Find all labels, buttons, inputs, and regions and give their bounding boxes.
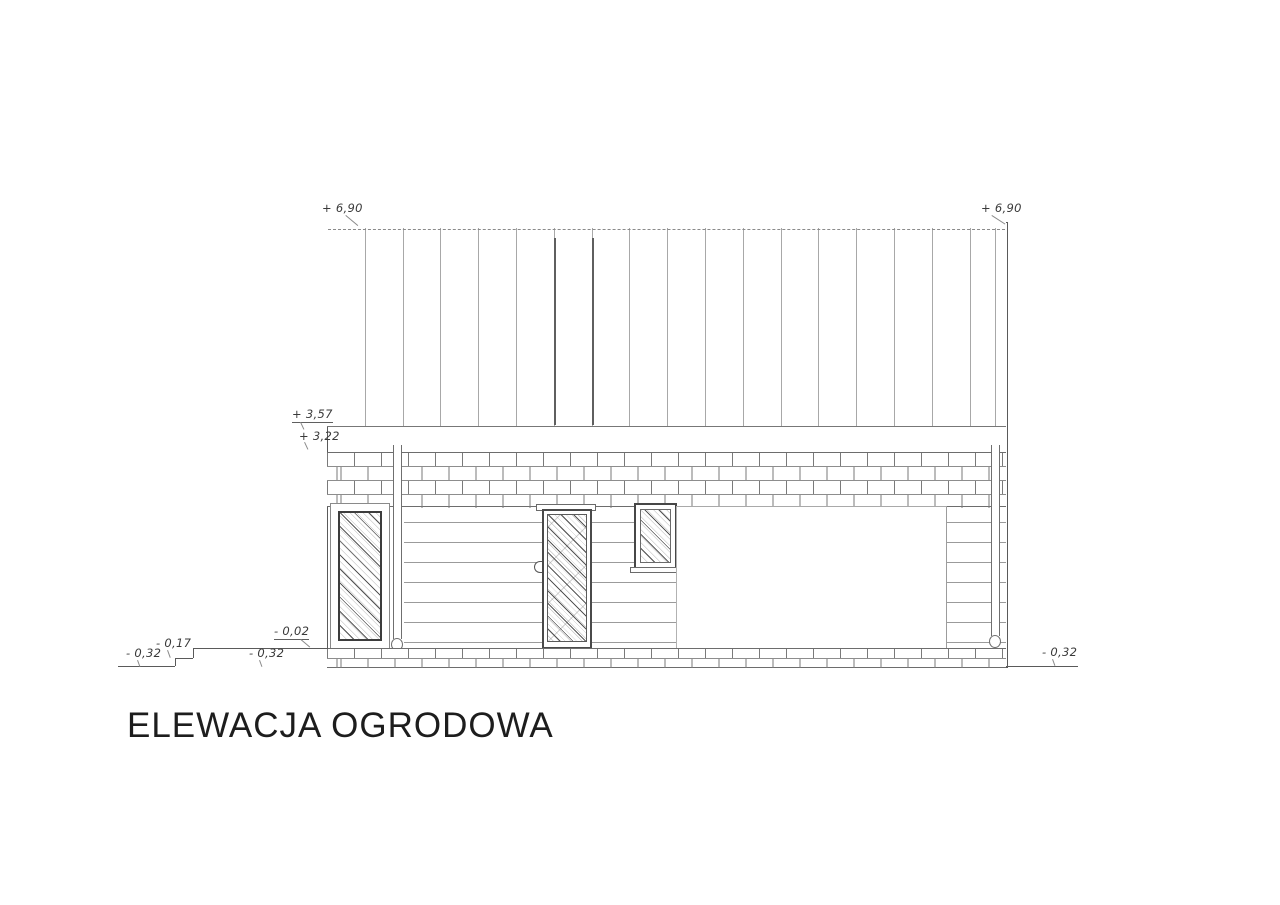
annotation-leader-level-minus-002 — [300, 639, 310, 647]
panel-joint-line — [894, 228, 895, 426]
plinth-brick — [327, 648, 1006, 668]
entrance-door — [542, 509, 592, 649]
annotation-leader-level-plus-322 — [304, 442, 308, 450]
panel-joint-line — [516, 228, 517, 426]
brick-band — [327, 452, 1006, 507]
panel-joint-line — [440, 228, 441, 426]
panel-joint-line — [818, 228, 819, 426]
annotation-leader-level-minus-032-right — [1052, 659, 1055, 666]
brick-row — [327, 481, 1006, 495]
step-riser-lower — [175, 658, 176, 666]
panel-joint-line — [743, 228, 744, 426]
roof-dashed-line — [328, 229, 1005, 230]
brick-row — [327, 649, 1006, 659]
annotation-leader-level-minus-017 — [167, 650, 171, 658]
annotation-level-plus-322: + 3,22 — [299, 429, 340, 443]
step-riser-upper — [193, 648, 194, 658]
panel-joint-line — [932, 228, 933, 426]
panel-seam-dark-line — [554, 238, 556, 425]
panel-joint-line — [970, 228, 971, 426]
floor-fascia-band — [328, 427, 1006, 452]
left-door-glass — [338, 511, 382, 641]
small-window-glass — [640, 509, 671, 563]
door-handle — [534, 561, 542, 573]
annotation-level-plus-357: + 3,57 — [292, 407, 333, 421]
small-window — [634, 503, 677, 569]
annotation-level-plus-690-left: + 6,90 — [322, 201, 363, 215]
step-tread — [175, 658, 193, 659]
entrance-door-glass — [547, 514, 587, 642]
left-glazed-door — [330, 503, 390, 649]
upper-floor-cladding — [327, 222, 1006, 427]
annotation-leader-level-minus-032-mid — [259, 660, 262, 667]
panel-joint-line — [365, 228, 366, 426]
panel-joint-line — [667, 228, 668, 426]
downspout-left-pipe — [393, 445, 402, 639]
brick-row — [327, 467, 1006, 481]
window-sill — [630, 567, 679, 573]
panel-joint-line — [995, 228, 996, 426]
ground-line-right — [1006, 666, 1078, 667]
annotation-level-minus-017: - 0,17 — [156, 636, 192, 650]
panel-seam-dark-line — [592, 238, 594, 425]
panel-joint-line — [629, 228, 630, 426]
panel-joint-line — [856, 228, 857, 426]
brick-row — [327, 453, 1006, 467]
downspout-right-shoe — [989, 635, 1001, 648]
panel-joint-line — [705, 228, 706, 426]
annotation-level-minus-032-right: - 0,32 — [1042, 645, 1078, 659]
panel-joint-line — [403, 228, 404, 426]
downspout-right-pipe — [991, 445, 1000, 636]
drawing-title: ELEWACJA OGRODOWA — [127, 706, 554, 745]
annotation-level-minus-032-left: - 0,32 — [126, 646, 162, 660]
annotation-level-minus-002: - 0,02 — [274, 624, 310, 638]
annotation-level-minus-032-mid: - 0,32 — [249, 646, 285, 660]
terrace-opening — [676, 506, 947, 649]
brick-row — [327, 659, 1006, 668]
panel-joint-line — [478, 228, 479, 426]
panel-joint-line — [781, 228, 782, 426]
ground-line-left — [118, 666, 175, 667]
annotation-level-plus-690-right: + 6,90 — [981, 201, 1022, 215]
